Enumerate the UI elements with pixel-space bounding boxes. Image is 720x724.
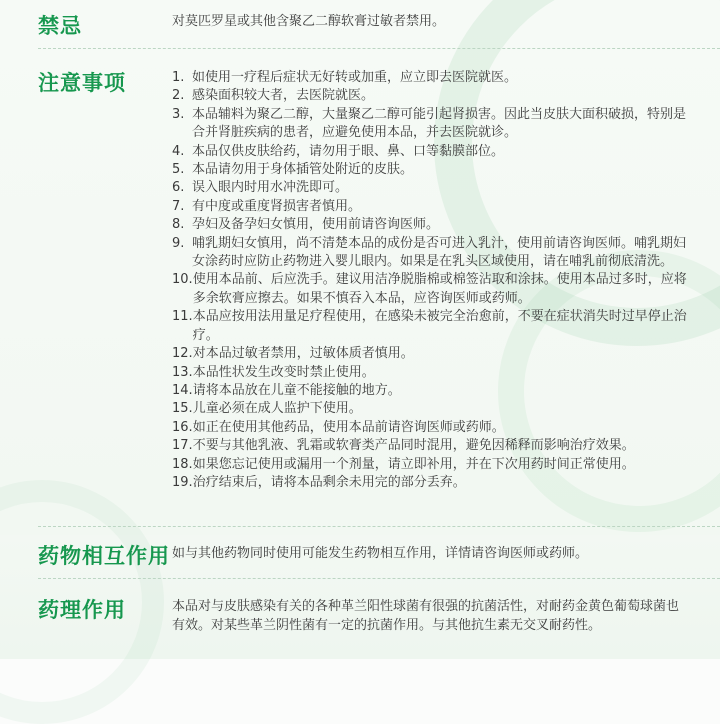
precaution-number: 19.	[172, 474, 193, 490]
section-divider	[38, 578, 720, 579]
precaution-text: 本品请勿用于身体插管处附近的皮肤。	[192, 162, 414, 178]
precaution-item	[172, 437, 692, 455]
precaution-text: 本品仅供皮肤给药，请勿用于眼、鼻、口等黏膜部位。	[192, 143, 505, 159]
precaution-number: 5.	[172, 162, 185, 178]
precaution-item	[172, 216, 692, 234]
precaution-number: 2.	[172, 88, 185, 104]
precaution-number: 12.	[172, 346, 193, 362]
precaution-text: 本品辅料为聚乙二醇，大量聚乙二醇可能引起肾损害。因此当皮肤大面积破损，特别是合并肾脏疾病的患者，应避免使用本品，并去医院就诊。	[192, 106, 687, 141]
precaution-text: 感染面积较大者，去医院就医。	[192, 88, 375, 104]
precaution-number: 1.	[172, 70, 185, 85]
section-divider	[38, 526, 720, 527]
precaution-number: 7.	[172, 198, 185, 214]
precaution-number: 10.	[172, 272, 193, 288]
precaution-number: 16.	[172, 419, 193, 435]
precaution-item	[172, 87, 692, 105]
precaution-item	[172, 456, 692, 474]
precaution-text: 儿童必须在成人监护下使用。	[192, 401, 362, 417]
precaution-text: 有中度或重度肾损害者慎用。	[192, 198, 362, 214]
precaution-number: 9.	[172, 235, 185, 251]
precaution-item	[172, 69, 692, 87]
precaution-number: 3.	[172, 106, 185, 122]
section-divider	[38, 48, 720, 49]
precautions-list	[172, 69, 692, 492]
precaution-text: 使用本品前、后应洗手。建议用洁净脱脂棉或棉签沾取和涂抹。使用本品过多时，应将多余软膏应擦去。如果不慎吞入本品，应咨询医师或药师。	[192, 272, 687, 306]
interactions-text: 如与其他药物同时使用可能发生药物相互作用，详情请咨询医师或药师。	[172, 546, 589, 561]
precaution-item	[172, 235, 692, 272]
precaution-item	[172, 198, 692, 216]
precaution-item	[172, 271, 692, 308]
interactions-title: 药物相互作用	[38, 544, 170, 568]
precaution-text: 请将本品放在儿童不能接触的地方。	[192, 382, 401, 398]
precaution-number: 8.	[172, 217, 185, 233]
pharmacology-text: 本品对与皮肤感染有关的各种革兰阳性球菌有很强的抗菌活性，对耐药金黄色葡萄球菌也有效。对某些革兰阴性菌有一定的抗菌作用。与其他抗生素无交叉耐药性。	[172, 599, 680, 633]
precaution-item	[172, 161, 692, 179]
precaution-number: 4.	[172, 143, 185, 159]
precaution-item	[172, 345, 692, 363]
precaution-text: 治疗结束后，请将本品剩余未用完的部分丢弃。	[192, 474, 466, 490]
precaution-item	[172, 474, 692, 492]
precaution-text: 如正在使用其他药品，使用本品前请咨询医师或药师。	[192, 419, 505, 435]
precaution-text: 如果您忘记使用或漏用一个剂量，请立即补用，并在下次用药时间正常使用。	[192, 456, 635, 472]
precaution-item	[172, 364, 692, 382]
precaution-number: 18.	[172, 456, 193, 472]
precaution-number: 15.	[172, 401, 193, 417]
precautions-title: 注意事项	[38, 71, 126, 95]
precaution-text: 孕妇及备孕妇女慎用，使用前请咨询医师。	[192, 217, 440, 233]
precaution-item	[172, 308, 692, 345]
precaution-item	[172, 106, 692, 143]
precaution-text: 误入眼内时用水冲洗即可。	[192, 180, 349, 196]
precaution-text: 本品应按用法用量足疗程使用，在感染未被完全治愈前，不要在症状消失时过早停止治疗。	[192, 309, 687, 343]
precaution-item	[172, 400, 692, 418]
precaution-text: 哺乳期妇女慎用，尚不清楚本品的成份是否可进入乳汁，使用前请咨询医师。哺乳期妇女涂药时应防止药物进入婴儿眼内。如果是在乳头区域使用，请在哺乳前彻底清洗。	[192, 235, 687, 270]
contraindications-text: 对莫匹罗星或其他含聚乙二醇软膏过敏者禁用。	[172, 14, 446, 29]
precaution-number: 14.	[172, 382, 193, 398]
pharmacology-title: 药理作用	[38, 598, 126, 622]
precaution-item	[172, 143, 692, 161]
precaution-item	[172, 179, 692, 197]
precaution-item	[172, 419, 692, 437]
precaution-text: 如使用一疗程后症状无好转或加重，应立即去医院就医。	[192, 70, 518, 85]
precaution-number: 17.	[172, 438, 193, 454]
precaution-item	[172, 382, 692, 400]
contraindications-title: 禁忌	[38, 14, 82, 38]
precaution-text: 不要与其他乳液、乳霜或软膏类产品同时混用，避免因稀释而影响治疗效果。	[192, 438, 635, 454]
precaution-text: 对本品过敏者禁用，过敏体质者慎用。	[192, 346, 414, 362]
precaution-number: 13.	[172, 364, 193, 380]
precaution-number: 11.	[172, 309, 193, 325]
precaution-number: 6.	[172, 180, 185, 196]
precaution-text: 本品性状发生改变时禁止使用。	[192, 364, 375, 380]
